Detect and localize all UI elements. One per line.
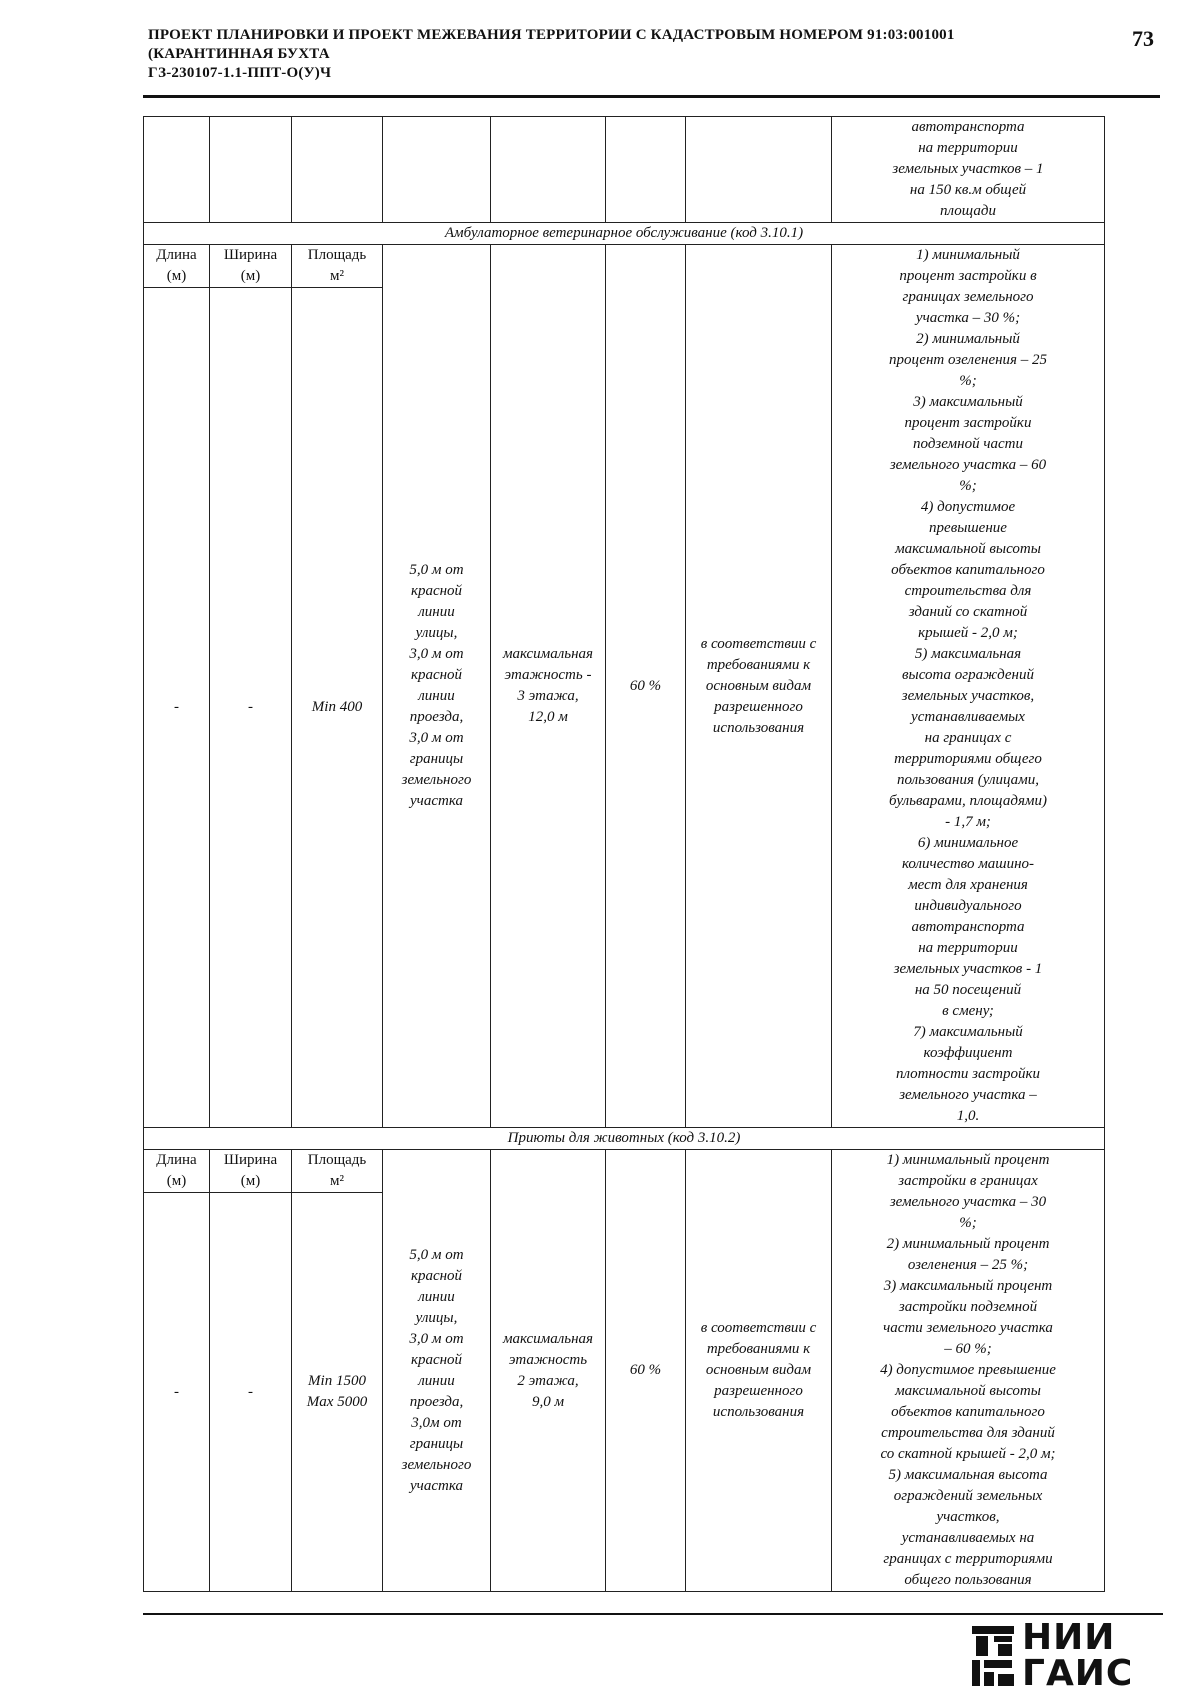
empty-cell bbox=[491, 117, 606, 223]
footer-divider bbox=[143, 1613, 1163, 1615]
page-number: 73 bbox=[1132, 26, 1154, 51]
notes-cell: 1) минимальный процент застройки в границах земельного участка – 30 %; 2) минимальный процент озеленения – 25 %; 3) максимальный процент застройки подземной части земельного участка – 60 %; 4) допустимое превышение максимальной высоты объектов капитального строительства для зданий со скатной крышей - 2,0 м; 5) максимальная высота ограждений земельных участков, устанавливаемых на границах с территориями общего пользования bbox=[832, 1150, 1105, 1592]
empty-cell bbox=[292, 117, 383, 223]
notes-cell: 1) минимальный процент застройки в границах земельного участка – 30 %; 2) минимальный процент озеленения – 25 %; 3) максимальный процент застройки подземной части земельного участка – 60 %; 4) допустимое превышение максимальной высоты объектов капитального строительства для зданий со скатной крышей - 2,0 м; 5) максимальная высота ограждений земельных участков, устанавливаемых на границах с территориями общего пользования (улицами, бульварами, площадями) - 1,7 м; 6) минимальное количество машино- мест для хранения индивидуального автотранспорта на территории земельных участков - 1 на 50 посещений в смену; 7) максимальный коэффициент плотности застройки земельного участка – 1,0. bbox=[832, 245, 1105, 1128]
section-header-row bbox=[144, 223, 1105, 245]
length-value: - bbox=[144, 288, 210, 1128]
coverage-cell: 60 % bbox=[606, 245, 686, 1128]
regulations-table bbox=[143, 116, 1105, 1592]
header-divider bbox=[143, 95, 1160, 98]
section-title: Приюты для животных (код 3.10.2) bbox=[144, 1128, 1105, 1150]
floors-cell: максимальная этажность - 3 этажа, 12,0 м bbox=[491, 245, 606, 1128]
document-header bbox=[148, 26, 1108, 83]
empty-cell bbox=[606, 117, 686, 223]
width-value: - bbox=[210, 288, 292, 1128]
area-value: Min 1500 Max 5000 bbox=[292, 1193, 383, 1592]
empty-cell bbox=[144, 117, 210, 223]
area-value: Min 400 bbox=[292, 288, 383, 1128]
coverage-cell: 60 % bbox=[606, 1150, 686, 1592]
header-title-line-2: (КАРАНТИННАЯ БУХТА bbox=[148, 46, 330, 62]
length-value: - bbox=[144, 1193, 210, 1592]
logo-mark-icon bbox=[970, 1624, 1016, 1688]
logo-text bbox=[1022, 1617, 1134, 1694]
table-row bbox=[144, 1150, 1105, 1193]
empty-cell bbox=[383, 117, 491, 223]
table-row bbox=[144, 245, 1105, 288]
compliance-cell: в соответствии с требованиями к основным видам разрешенного использования bbox=[686, 1150, 832, 1592]
column-header-width: Ширина (м) bbox=[210, 245, 292, 288]
table-row-continuation bbox=[144, 117, 1105, 223]
column-header-area: Площадь м² bbox=[292, 1150, 383, 1193]
empty-cell bbox=[210, 117, 292, 223]
section-header-row bbox=[144, 1128, 1105, 1150]
column-header-width: Ширина (м) bbox=[210, 1150, 292, 1193]
notes-cell: автотранспорта на территории земельных участков – 1 на 150 кв.м общей площади bbox=[832, 117, 1105, 223]
column-header-length: Длина (м) bbox=[144, 245, 210, 288]
header-title-line-1: ПРОЕКТ ПЛАНИРОВКИ И ПРОЕКТ МЕЖЕВАНИЯ ТЕРРИТОРИИ С КАДАСТРОВЫМ НОМЕРОМ 91:03:001001 bbox=[148, 27, 955, 43]
company-logo bbox=[970, 1617, 1160, 1694]
logo-text-line-2: ГАИС bbox=[1022, 1653, 1134, 1694]
column-header-area: Площадь м² bbox=[292, 245, 383, 288]
width-value: - bbox=[210, 1193, 292, 1592]
header-document-code: ГЗ-230107-1.1-ППТ-О(У)Ч bbox=[148, 65, 332, 81]
empty-cell bbox=[686, 117, 832, 223]
section-title: Амбулаторное ветеринарное обслуживание (код 3.10.1) bbox=[144, 223, 1105, 245]
floors-cell: максимальная этажность 2 этажа, 9,0 м bbox=[491, 1150, 606, 1592]
compliance-cell: в соответствии с требованиями к основным видам разрешенного использования bbox=[686, 245, 832, 1128]
setback-cell: 5,0 м от красной линии улицы, 3,0 м от красной линии проезда, 3,0м от границы земельного участка bbox=[383, 1150, 491, 1592]
column-header-length: Длина (м) bbox=[144, 1150, 210, 1193]
logo-text-line-1: НИИ bbox=[1022, 1617, 1116, 1658]
setback-cell: 5,0 м от красной линии улицы, 3,0 м от красной линии проезда, 3,0 м от границы земельного участка bbox=[383, 245, 491, 1128]
